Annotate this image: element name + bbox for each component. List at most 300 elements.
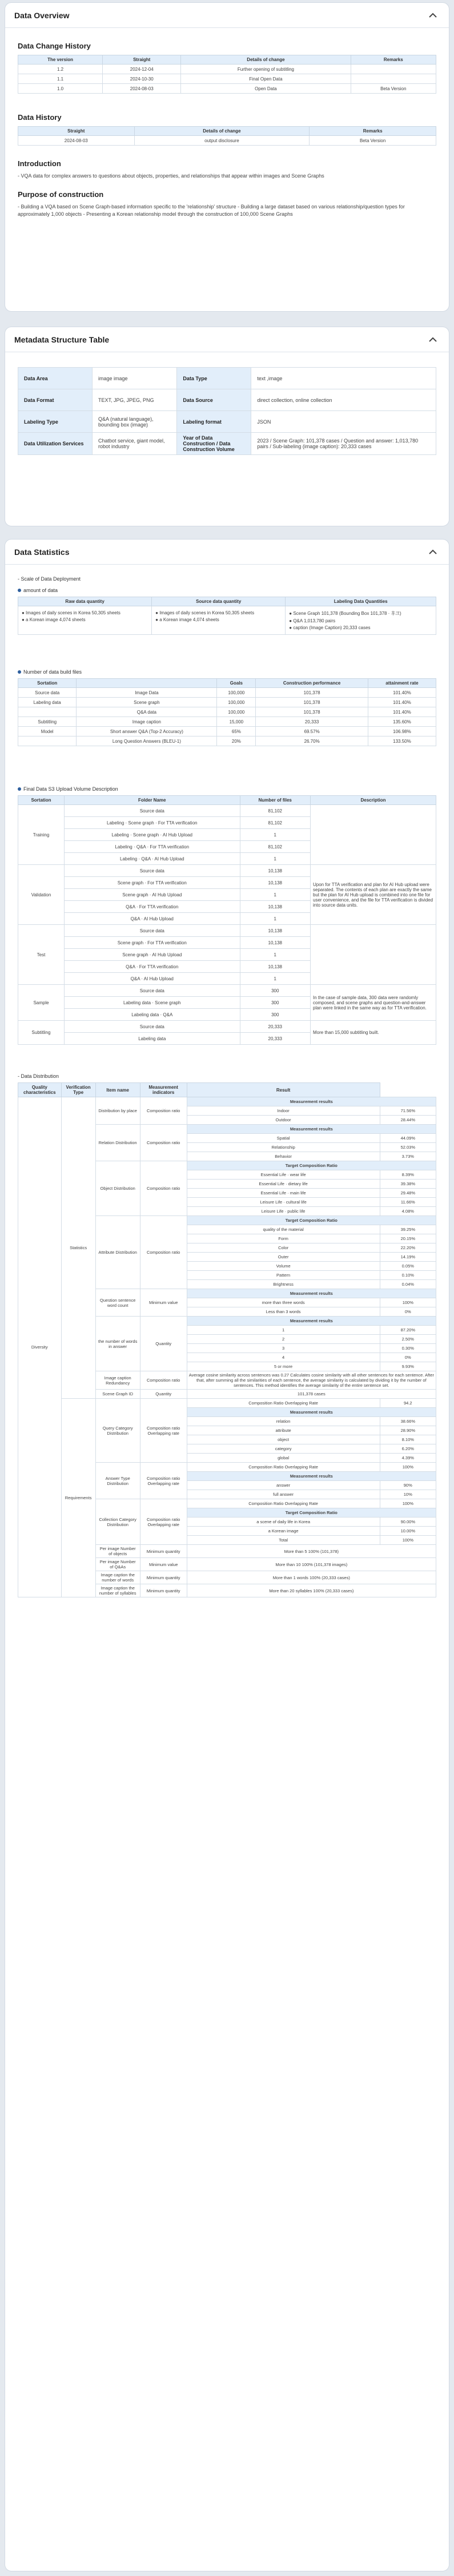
amount-title: amount of data [23, 587, 58, 593]
folder-name: Labeling · Q&A · For TTA verification [65, 841, 240, 853]
column-header: Goals [217, 679, 256, 688]
result-label: Indoor [187, 1106, 380, 1116]
description [311, 925, 436, 985]
file-count: 1 [240, 949, 310, 961]
table-row [18, 84, 436, 94]
folder-name: Scene graph · For TTA verification [65, 937, 240, 949]
result-label: Composition Ratio Overlapping Rate [187, 1499, 380, 1508]
table-cell: 101.40% [368, 698, 436, 707]
metadata-row [18, 368, 436, 389]
table-cell: output disclosure [134, 136, 310, 146]
intro-text: - VQA data for complex answers to questions about objects, properties, and relationships that appear within images and Scene Graphs [18, 173, 324, 179]
result-label: Measurement results [187, 1408, 436, 1417]
result-label: relation [187, 1417, 380, 1426]
chevron-up-icon[interactable] [426, 333, 440, 347]
measurement-indicator: Composition ratio Overlapping rate [140, 1399, 187, 1463]
result-label: Measurement results [187, 1317, 436, 1326]
result-label: Measurement results [187, 1125, 436, 1134]
table-cell: Model [18, 727, 77, 736]
table-cell: Beta Version [351, 84, 436, 94]
bullet-icon [18, 589, 21, 592]
table-cell: Beta Version [310, 136, 436, 146]
folder-name: Scene graph · For TTA verification [65, 877, 240, 889]
result-label: answer [187, 1481, 380, 1490]
measurement-indicator: Composition ratio [140, 1161, 187, 1216]
table-cell: 101,378 [256, 698, 368, 707]
result-label: Less than 3 words [187, 1307, 380, 1317]
table-row [18, 925, 436, 937]
result-value: 29.48% [380, 1189, 436, 1198]
metadata-key: Data Area [18, 368, 93, 389]
measurement-indicator: Minimum value [140, 1289, 187, 1317]
measurement-indicator: Quantity [140, 1317, 187, 1371]
result-label: More than 20 syllables 100% (20,333 cases) [187, 1584, 436, 1597]
item-name: Query Category Distribution [95, 1399, 140, 1463]
result-value: 8.10% [380, 1435, 436, 1444]
result-value: 94.2 [380, 1399, 436, 1408]
result-label: quality of the material [187, 1225, 380, 1234]
table-row [18, 136, 436, 146]
distribution-title: - Data Distribution [18, 1073, 59, 1079]
folder-name: Source data [65, 805, 240, 817]
folder-name: Scene graph · AI Hub Upload [65, 889, 240, 901]
column-header: Details of change [181, 55, 351, 65]
metadata-row [18, 389, 436, 411]
result-label: Measurement results [187, 1472, 436, 1481]
table-cell: Image Data [77, 688, 217, 698]
result-value: 90.00% [380, 1518, 436, 1527]
list-item: ● Q&A 1,013,780 pairs [289, 618, 336, 623]
item-name: Image caption Redundancy [95, 1371, 140, 1390]
measurement-indicator: Composition ratio Overlapping rate [140, 1499, 187, 1545]
result-value: 0.30% [380, 1344, 436, 1353]
chevron-up-icon[interactable] [426, 9, 440, 22]
result-label: 4 [187, 1353, 380, 1362]
purpose-title: Purpose of construction [18, 190, 104, 199]
table-cell: 1.0 [18, 84, 103, 94]
result-label: Pattern [187, 1271, 380, 1280]
measurement-indicator: Minimum value [140, 1558, 187, 1571]
table-cell: Final Open Data [181, 74, 351, 84]
table-cell: Further opening of subtitling [181, 65, 351, 74]
column-header: Verification Type [61, 1083, 95, 1097]
file-count: 1 [240, 853, 310, 865]
result-label: 1 [187, 1326, 380, 1335]
result-label: Volume [187, 1262, 380, 1271]
list-item: ● Images of daily scenes in Korea 50,305 sheets [22, 610, 120, 615]
data-overview-card [5, 2, 449, 312]
description [311, 805, 436, 865]
column-header: Measurement indicators [140, 1083, 187, 1097]
list-item: ● Images of daily scenes in Korea 50,305 sheets [155, 610, 255, 615]
file-count: 10,138 [240, 925, 310, 937]
table-cell: 100,000 [217, 688, 256, 698]
column-header: Raw data quantity [18, 597, 152, 606]
amount-table [18, 597, 436, 635]
table-cell: 2024-10-30 [103, 74, 181, 84]
column-header: attainment rate [368, 679, 436, 688]
result-value: 71.56% [380, 1106, 436, 1116]
file-count: 10,138 [240, 901, 310, 913]
table-row [18, 698, 436, 707]
result-value: 39.25% [380, 1225, 436, 1234]
folder-name: Labeling · Q&A · AI Hub Upload [65, 853, 240, 865]
file-count: 1 [240, 973, 310, 985]
result-value: 0.10% [380, 1271, 436, 1280]
table-cell: 135.60% [368, 717, 436, 727]
item-name: Question sentence word count [95, 1289, 140, 1317]
group-name: Training [18, 805, 65, 865]
metadata-key: Data Format [18, 389, 93, 411]
metadata-key: Data Source [177, 389, 251, 411]
result-value: 0.04% [380, 1280, 436, 1289]
file-count: 300 [240, 985, 310, 997]
table-cell: 101,378 [256, 688, 368, 698]
column-header: Straight [18, 127, 135, 136]
column-header: Labeling Data Quantities [286, 597, 436, 606]
table-cell: Image caption [77, 717, 217, 727]
item-name: Image caption the number of words [95, 1571, 140, 1584]
folder-name: Q&A · AI Hub Upload [65, 913, 240, 925]
metadata-key: Data Utilization Services [18, 433, 93, 455]
measurement-indicator: Composition ratio [140, 1097, 187, 1125]
table-row [18, 985, 436, 997]
result-label: Spatial [187, 1134, 380, 1143]
result-label: Average cosine similarity across sentences was 0.27 Calculates cosine similarity with all other sentences for each sentence. After that, after summing all the similarities of each sentence, the average similarity is calculated by dividing it by the number of sentences. This method identifies the average similarity of the entire sentence set. [187, 1371, 436, 1390]
column-header: Number of files [240, 796, 310, 805]
result-value: 90% [380, 1481, 436, 1490]
item-name: Collection Category Distribution [95, 1499, 140, 1545]
table-row [18, 736, 436, 746]
column-header: Straight [103, 55, 181, 65]
result-value: 52.03% [380, 1143, 436, 1152]
metadata-key: Labeling Type [18, 411, 93, 433]
table-cell [152, 606, 286, 635]
result-label: 5 or more [187, 1362, 380, 1371]
column-header: Remarks [351, 55, 436, 65]
item-name: Image caption the number of syllables [95, 1584, 140, 1597]
purpose-text: - Building a VQA based on Scene Graph-based information specific to the 'relationship' structure - Building a large dataset based on various relationship/question types for approximately 1,000 objects - Presenting a Korean relationship model through the construction of 100,000 Scene Graphs [18, 204, 405, 218]
table-cell: 1.2 [18, 65, 103, 74]
table-cell: 2024-08-03 [18, 136, 135, 146]
result-label: Essential Life · main life [187, 1189, 380, 1198]
result-label: object [187, 1435, 380, 1444]
header-row [18, 679, 436, 688]
folder-name: Q&A · AI Hub Upload [65, 973, 240, 985]
folder-name: Source data [65, 985, 240, 997]
result-label: Outdoor [187, 1116, 380, 1125]
result-label: more than three words [187, 1298, 380, 1307]
file-count: 10,138 [240, 865, 310, 877]
result-label: Composition Ratio Overlapping Rate [187, 1399, 380, 1408]
result-label: Target Composition Ratio [187, 1508, 436, 1518]
list-item: ● a Korean image 4,074 sheets [22, 617, 86, 622]
folder-name: Source data [65, 865, 240, 877]
item-name: Relation Distribution [95, 1125, 140, 1161]
item-name: Per image Number of Q&As [95, 1558, 140, 1571]
table-cell: Scene graph [77, 698, 217, 707]
metadata-row [18, 433, 436, 455]
result-label: a scene of daily life in Korea [187, 1518, 380, 1527]
section-title: Data Overview [14, 10, 70, 20]
measurement-indicator: Minimum quantity [140, 1571, 187, 1584]
column-header: Remarks [310, 127, 436, 136]
table-cell: 15,000 [217, 717, 256, 727]
result-value: 0.05% [380, 1262, 436, 1271]
list-item: ● caption (Image Caption) 20,333 cases [289, 625, 371, 630]
file-count: 10,138 [240, 937, 310, 949]
folder-name: Labeling · Scene graph · For TTA verification [65, 817, 240, 829]
table-row [18, 805, 436, 817]
scale-label: - Scale of Data Deployment [18, 576, 81, 582]
result-value: 28.44% [380, 1116, 436, 1125]
result-label: 2 [187, 1335, 380, 1344]
result-label: More than 5 100% (101,378) [187, 1545, 436, 1558]
data-statistics-card [5, 539, 449, 2571]
table-cell: 1.1 [18, 74, 103, 84]
result-value: 14.19% [380, 1253, 436, 1262]
table-cell: 69.57% [256, 727, 368, 736]
build-title: Number of data build files [23, 669, 82, 675]
data-overview-header[interactable] [5, 3, 449, 28]
measurement-indicator: Composition ratio [140, 1125, 187, 1161]
column-header [77, 679, 217, 688]
folder-name: Q&A · For TTA verification [65, 901, 240, 913]
folder-name: Scene graph · AI Hub Upload [65, 949, 240, 961]
file-count: 1 [240, 829, 310, 841]
table-cell: 20% [217, 736, 256, 746]
result-label: 3 [187, 1344, 380, 1353]
table-row [18, 865, 436, 877]
result-label: a Korean image [187, 1527, 380, 1536]
folder-name: Q&A · For TTA verification [65, 961, 240, 973]
metadata-value: direct collection, online collection [251, 389, 436, 411]
folder-name: Source data [65, 925, 240, 937]
result-label: Relationship [187, 1143, 380, 1152]
data-statistics-header[interactable] [5, 540, 449, 565]
result-label: Target Composition Ratio [187, 1216, 436, 1225]
result-value: 87.20% [380, 1326, 436, 1335]
table-row [18, 1021, 436, 1033]
column-header: Result [187, 1083, 380, 1097]
measurement-indicator: Composition ratio [140, 1216, 187, 1289]
folder-name: Labeling data [65, 1033, 240, 1045]
group-name: Test [18, 925, 65, 985]
table-cell: 2024-08-03 [103, 84, 181, 94]
folder-name: Labeling · Scene graph · AI Hub Upload [65, 829, 240, 841]
result-label: Essential Life · dietary life [187, 1180, 380, 1189]
table-cell: 106.98% [368, 727, 436, 736]
result-value: 6.20% [380, 1444, 436, 1454]
metadata-value: JSON [251, 411, 436, 433]
folder-name: Source data [65, 1021, 240, 1033]
table-cell: Q&A data [77, 707, 217, 717]
header-row [18, 127, 436, 136]
item-name: Attribute Distribution [95, 1216, 140, 1289]
result-value: 100% [380, 1536, 436, 1545]
metadata-row [18, 411, 436, 433]
table-cell: 101.40% [368, 707, 436, 717]
item-name: the number of words in answer [95, 1317, 140, 1371]
table-row [18, 727, 436, 736]
table-cell: Subtitling [18, 717, 77, 727]
result-label: global [187, 1454, 380, 1463]
result-value: 10.00% [380, 1527, 436, 1536]
item-name: Distribution by place [95, 1097, 140, 1125]
result-value: 4.08% [380, 1207, 436, 1216]
column-header: Folder Name [65, 796, 240, 805]
table-cell: 2024-12-04 [103, 65, 181, 74]
result-value: 3.73% [380, 1152, 436, 1161]
metadata-value: TEXT, JPG, JPEG, PNG [93, 389, 177, 411]
metadata-key: Year of Data Construction / Data Construction Volume [177, 433, 251, 455]
table-cell: 20,333 [256, 717, 368, 727]
item-name: Object Distribution [95, 1161, 140, 1216]
data-history-title: Data History [18, 113, 62, 122]
result-value: 28.90% [380, 1426, 436, 1435]
column-header: Sortation [18, 796, 65, 805]
result-value: 100% [380, 1298, 436, 1307]
table-cell [18, 606, 152, 635]
result-value: 8.39% [380, 1170, 436, 1180]
result-value: 100% [380, 1499, 436, 1508]
result-label: 101,378 cases [187, 1390, 436, 1399]
column-header: Details of change [134, 127, 310, 136]
file-count: 81,102 [240, 805, 310, 817]
measurement-indicator: Composition ratio Overlapping rate [140, 1463, 187, 1499]
table-cell [351, 65, 436, 74]
file-count: 20,333 [240, 1021, 310, 1033]
result-label: full answer [187, 1490, 380, 1499]
group-name: Sample [18, 985, 65, 1021]
result-label: Outer [187, 1253, 380, 1262]
result-label: Composition Ratio Overlapping Rate [187, 1463, 380, 1472]
result-label: Leisure Life · cultural life [187, 1198, 380, 1207]
metadata-card [5, 327, 449, 526]
file-count: 20,333 [240, 1033, 310, 1045]
table-row [18, 717, 436, 727]
file-count: 300 [240, 997, 310, 1009]
result-value: 22.20% [380, 1243, 436, 1253]
column-header: Construction performance [256, 679, 368, 688]
result-label: Brightness [187, 1280, 380, 1289]
result-label: Leisure Life · public life [187, 1207, 380, 1216]
group-name: Subtitling [18, 1021, 65, 1045]
result-value: 44.09% [380, 1134, 436, 1143]
result-label: More than 10 100% (101,378 images) [187, 1558, 436, 1571]
metadata-value: Q&A (natural language), bounding box (image) [93, 411, 177, 433]
table-cell: Labeling data [18, 698, 77, 707]
table-row [18, 707, 436, 717]
description: In the case of sample data, 300 data were randomly composed, and scene graphs and question-and-answer plan were linked in the same way as for TTA verification. [311, 985, 436, 1021]
result-value: 38.66% [380, 1417, 436, 1426]
metadata-header[interactable] [5, 327, 449, 352]
result-label: Total [187, 1536, 380, 1545]
table-cell: 100,000 [217, 707, 256, 717]
metadata-table [18, 367, 436, 455]
table-row [18, 1097, 436, 1106]
chevron-up-icon[interactable] [426, 545, 440, 559]
table-row [18, 1399, 436, 1408]
data-history-table [18, 126, 436, 146]
table-cell: Short answer Q&A (Top-2 Accuracy) [77, 727, 217, 736]
build-table [18, 678, 436, 746]
final-title: Final Data S3 Upload Volume Description [23, 786, 118, 792]
result-label: Form [187, 1234, 380, 1243]
result-value: 4.39% [380, 1454, 436, 1463]
result-value: 9.93% [380, 1362, 436, 1371]
column-header: Description [311, 796, 436, 805]
file-count: 10,138 [240, 877, 310, 889]
description: Upon for TTA verification and plan for AI Hub upload were separated. The contents of each plan are exactly the same but the plan for AI Hub upload is combined into one file for user convenience, and the file for TTA verification is divided into source data units. [311, 865, 436, 925]
header-row [18, 55, 436, 65]
table-cell [18, 736, 77, 746]
intro-title: Introduction [18, 159, 61, 168]
distribution-table [18, 1082, 436, 1597]
table-row [18, 65, 436, 74]
list-item: ● Scene Graph 101,378 (Bounding Box 101,378 · 후크) [289, 611, 401, 616]
item-name: Per image Number of objects [95, 1545, 140, 1558]
folder-name: Labeling data · Q&A [65, 1009, 240, 1021]
item-name: Scene Graph ID [95, 1390, 140, 1399]
bullet-icon [18, 670, 21, 674]
change-history-table [18, 55, 436, 94]
folder-name: Labeling data · Scene graph [65, 997, 240, 1009]
result-label: Target Composition Ratio [187, 1161, 436, 1170]
metadata-value: Chatbot service, giant model, robot industry [93, 433, 177, 455]
result-label: attribute [187, 1426, 380, 1435]
measurement-indicator: Quantity [140, 1390, 187, 1399]
column-header: Quality characteristics [18, 1083, 62, 1097]
measurement-indicator: Minimum quantity [140, 1584, 187, 1597]
bullet-icon [18, 787, 21, 791]
file-count: 81,102 [240, 841, 310, 853]
verification-type: Requirements [61, 1399, 95, 1597]
result-label: Behavior [187, 1152, 380, 1161]
final-upload-table [18, 795, 436, 1045]
metadata-value: text ,image [251, 368, 436, 389]
result-value: 2.50% [380, 1335, 436, 1344]
result-value: 100% [380, 1463, 436, 1472]
result-value: 0% [380, 1307, 436, 1317]
table-row [18, 74, 436, 84]
file-count: 300 [240, 1009, 310, 1021]
table-row [18, 688, 436, 698]
column-header: The version [18, 55, 103, 65]
file-count: 10,138 [240, 961, 310, 973]
file-count: 1 [240, 913, 310, 925]
result-value: 10% [380, 1490, 436, 1499]
quality-characteristic: Diversity [18, 1097, 62, 1597]
table-cell: Open Data [181, 84, 351, 94]
result-value: 11.66% [380, 1198, 436, 1207]
section-title: Metadata Structure Table [14, 335, 110, 344]
item-name: Answer Type Distribution [95, 1463, 140, 1499]
description: More than 15,000 subtitling built. [311, 1021, 436, 1045]
result-value: 20.15% [380, 1234, 436, 1243]
result-label: More than 1 words 100% (20,333 cases) [187, 1571, 436, 1584]
metadata-value: 2023 / Scene Graph: 101,378 cases / Question and answer: 1,013,780 pairs / Sub-labeling (image caption): 20,333 cases [251, 433, 436, 455]
group-name: Validation [18, 865, 65, 925]
file-count: 1 [240, 889, 310, 901]
result-label: category [187, 1444, 380, 1454]
result-label: Measurement results [187, 1289, 436, 1298]
table-cell: Source data [18, 688, 77, 698]
result-label: Essential Life · wear life [187, 1170, 380, 1180]
change-history-title: Data Change History [18, 42, 91, 50]
result-label: Measurement results [187, 1097, 436, 1106]
table-cell: 65% [217, 727, 256, 736]
